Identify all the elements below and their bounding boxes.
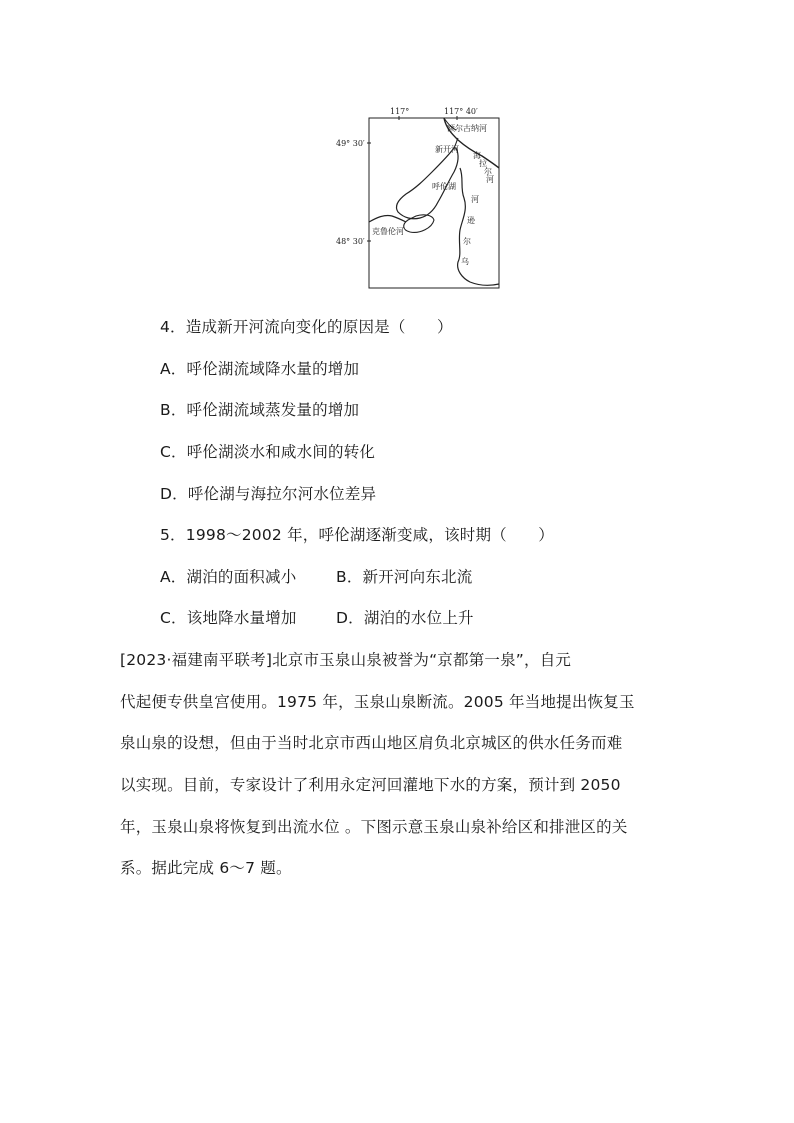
passage-line-5: 年，玉泉山泉将恢复到出流水位 。下图示意玉泉山泉补给区和排泄区的关 <box>120 818 628 836</box>
passage-line-4: 以实现。目前，专家设计了利用永定河回灌地下水的方案，预计到 2050 <box>120 776 621 794</box>
question-5-option-a: A．湖泊的面积减小 <box>160 568 297 586</box>
small-lake <box>404 215 434 233</box>
lon-label-117: 117° <box>390 107 410 116</box>
question-5-option-d: D．湖泊的水位上升 <box>336 609 474 627</box>
label-orshun-2: 逊 <box>467 216 475 225</box>
passage-line-3: 泉山泉的设想，但由于当时北京市西山地区肩负北京城区的供水任务而难 <box>120 734 623 752</box>
question-4-stem: 4．造成新开河流向变化的原因是（ ） <box>160 318 453 336</box>
question-5-row-ab <box>160 565 560 587</box>
map-frame <box>369 118 499 288</box>
orshun-river <box>458 168 499 285</box>
label-kerulen: 克鲁伦河 <box>372 227 404 236</box>
question-4-option-c: C．呼伦湖淡水和咸水间的转化 <box>160 443 376 461</box>
label-xinkai: 新开河 <box>435 145 459 154</box>
passage-line-6: 系。据此完成 6～7 题。 <box>120 859 292 877</box>
hulun-lake-map <box>336 102 502 294</box>
question-4-option-b: B．呼伦湖流域蒸发量的增加 <box>160 401 360 419</box>
passage-line-2: 代起便专供皇宫使用。1975 年，玉泉山泉断流。2005 年当地提出恢复玉 <box>120 693 635 711</box>
question-5-stem: 5．1998～2002 年，呼伦湖逐渐变咸，该时期（ ） <box>160 526 554 544</box>
label-haila-2: 拉 <box>479 159 487 168</box>
question-4-option-a: A．呼伦湖流域降水量的增加 <box>160 360 360 378</box>
kerulen-river <box>369 215 406 222</box>
passage-line-1: [2023·福建南平联考]北京市玉泉山泉被誉为“京都第一泉”，自元 <box>120 651 572 669</box>
question-5-row-cd <box>160 606 560 628</box>
label-orshun-1: 河 <box>471 195 479 204</box>
question-5-option-b: B．新开河向东北流 <box>336 568 473 586</box>
label-orshun-3: 尔 <box>463 237 471 246</box>
label-haila-3: 尔 <box>484 167 492 176</box>
label-haila-4: 河 <box>486 175 494 184</box>
lat-label-49-30: 49° 30′ <box>336 139 365 148</box>
label-ergun: 额尔古纳河 <box>447 124 487 133</box>
label-orshun-4: 乌 <box>461 257 469 266</box>
question-4-option-d: D．呼伦湖与海拉尔河水位差异 <box>160 485 377 503</box>
question-5-option-c: C．该地降水量增加 <box>160 609 297 627</box>
lon-label-117-40: 117° 40′ <box>444 107 478 116</box>
lat-label-48-30: 48° 30′ <box>336 237 365 246</box>
label-hulun: 呼伦湖 <box>432 182 456 191</box>
label-haila-1: 海 <box>473 151 481 160</box>
